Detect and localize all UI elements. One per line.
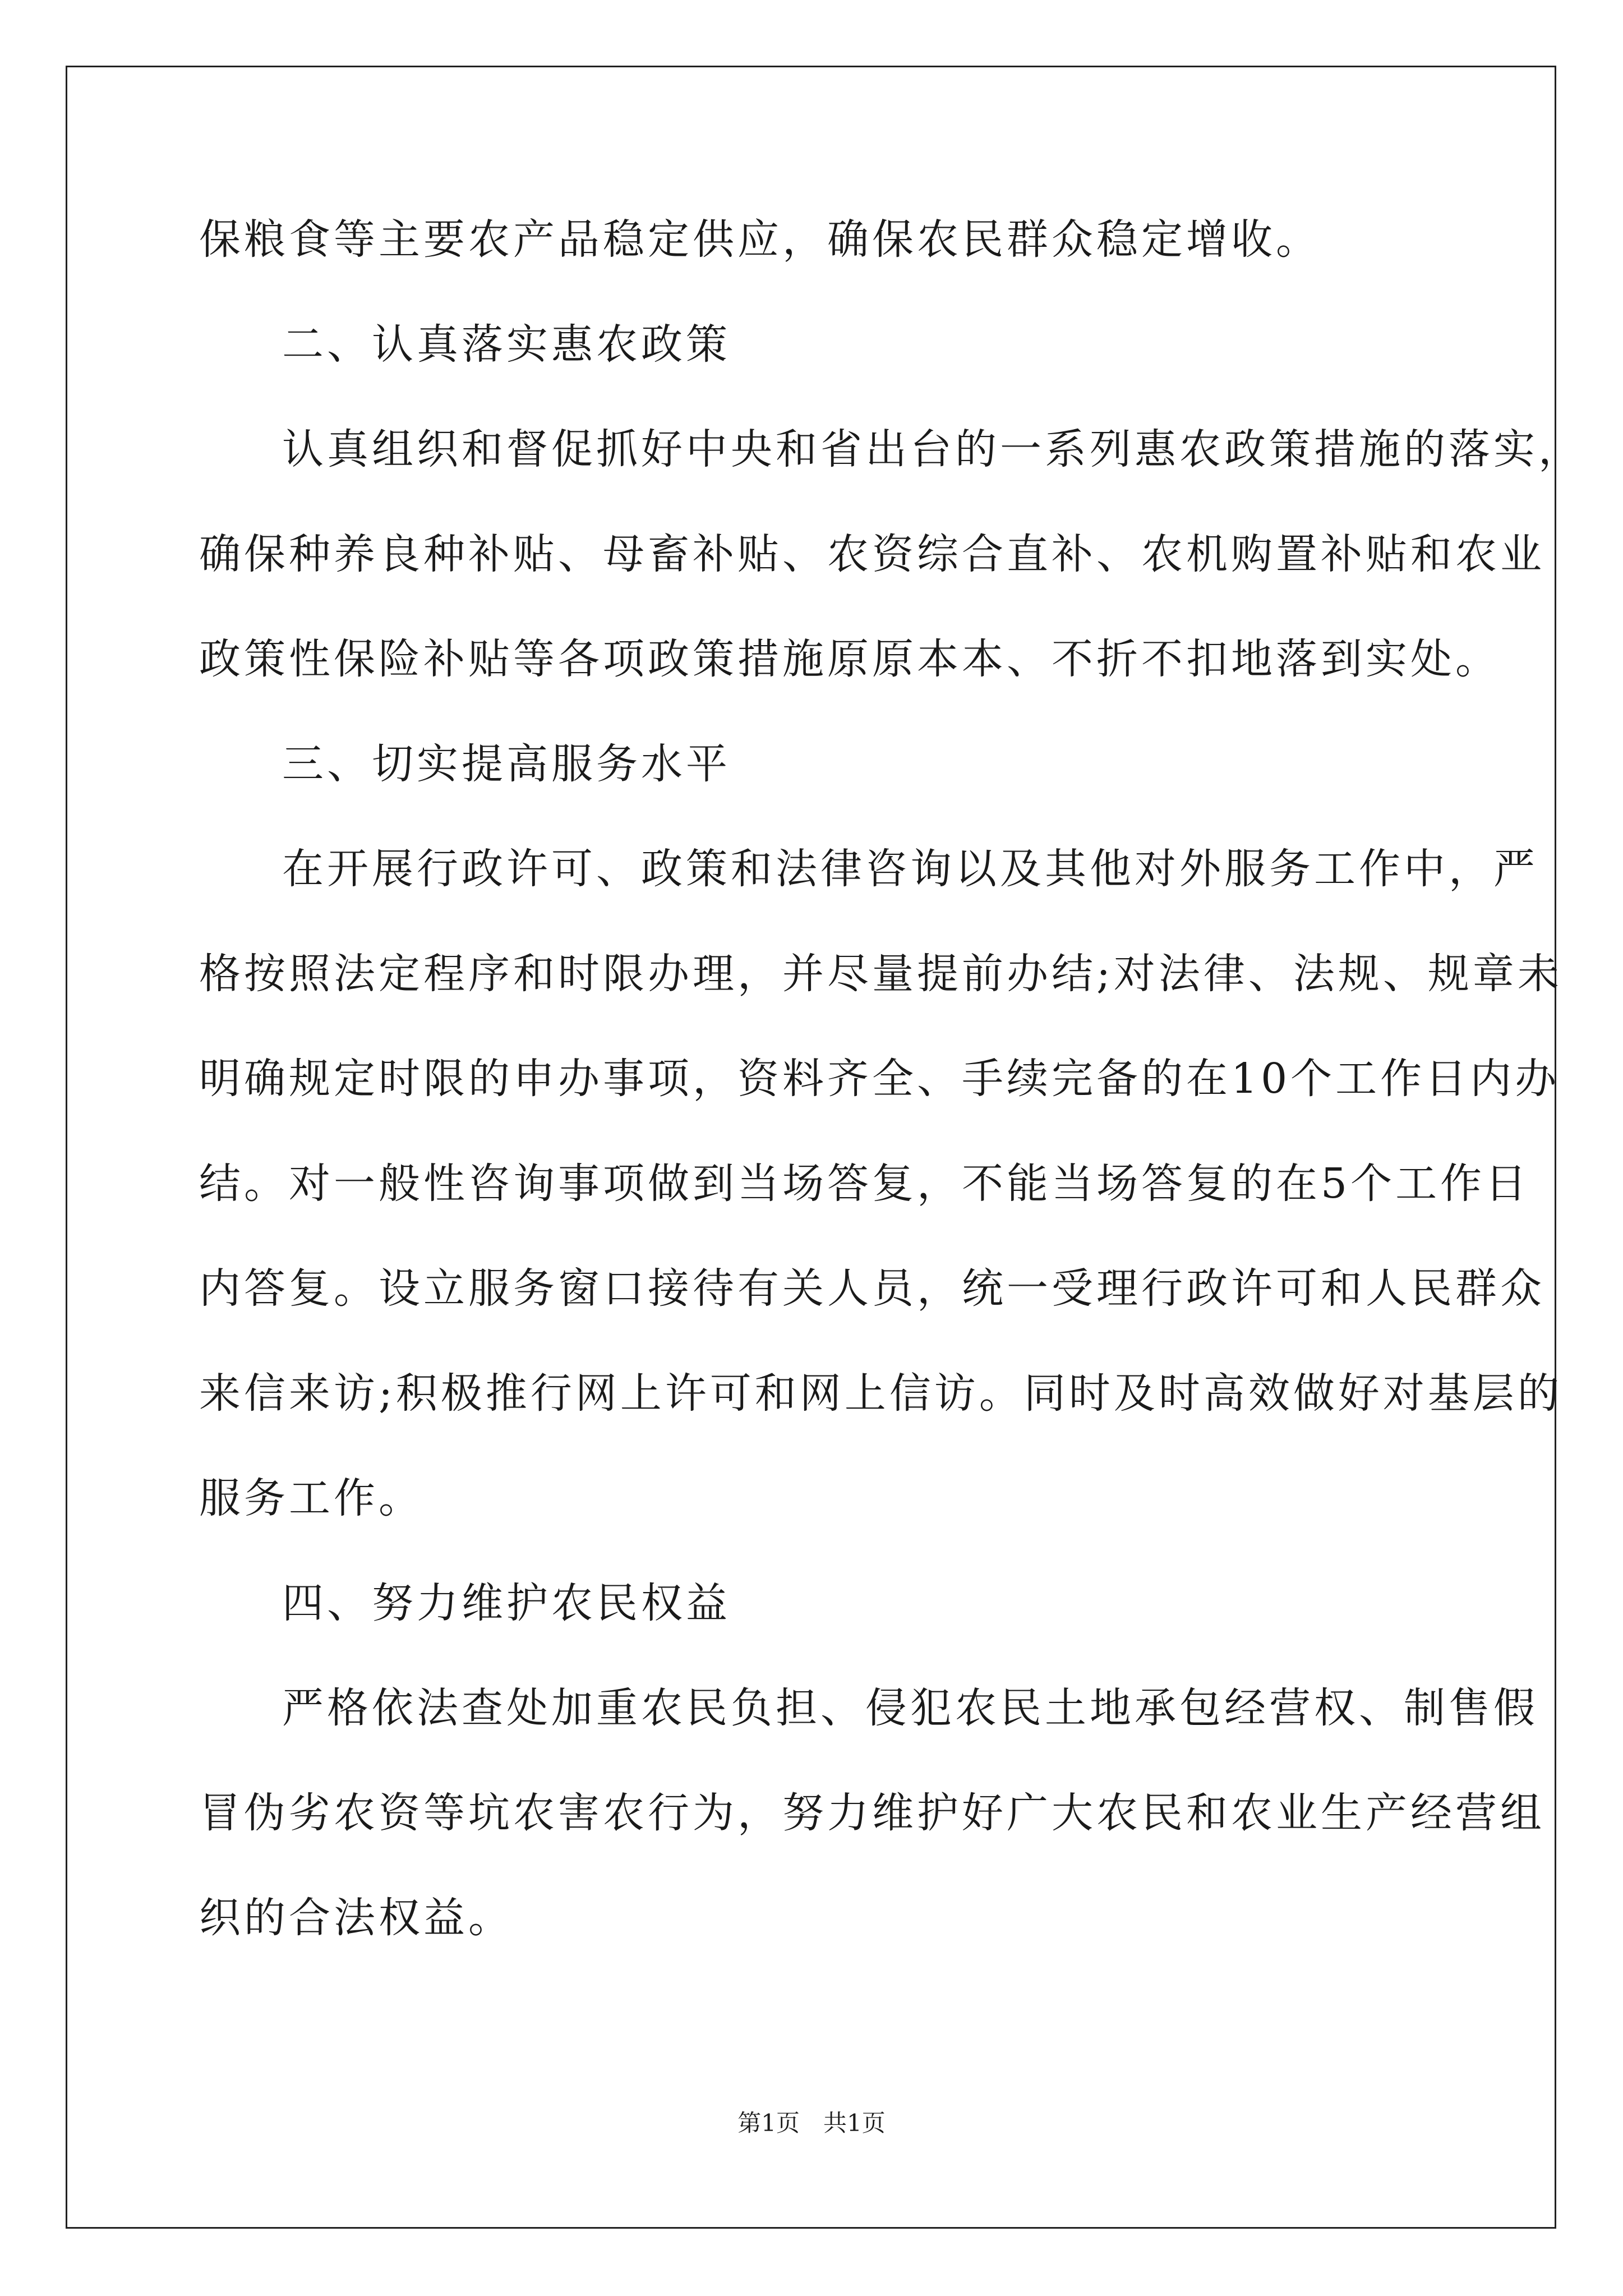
paragraph-line: 确保种养良种补贴、母畜补贴、农资综合直补、农机购置补贴和农业 — [199, 530, 1545, 578]
paragraph-line: 格按照法定程序和时限办理，并尽量提前办结;对法律、法规、规章未 — [199, 950, 1562, 998]
section-heading-2: 二、认真落实惠农政策 — [282, 320, 731, 369]
paragraph-line: 认真组织和督促抓好中央和省出台的一系列惠农政策措施的落实， — [282, 425, 1583, 473]
paragraph-line: 内答复。设立服务窗口接待有关人员，统一受理行政许可和人民群众 — [199, 1264, 1545, 1313]
page-number-footer: 第1页 共1页 — [737, 2109, 886, 2137]
paragraph-line: 明确规定时限的申办事项，资料齐全、手续完备的在10个工作日内办 — [199, 1055, 1560, 1103]
paragraph-continuation-line: 保粮食等主要农产品稳定供应，确保农民群众稳定增收。 — [199, 215, 1321, 264]
paragraph-line: 来信来访;积极推行网上许可和网上信访。同时及时高效做好对基层的 — [199, 1369, 1562, 1418]
paragraph-line: 在开展行政许可、政策和法律咨询以及其他对外服务工作中，严 — [282, 845, 1538, 893]
paragraph-line: 织的合法权益。 — [199, 1894, 513, 1942]
section-heading-3: 三、切实提高服务水平 — [282, 740, 731, 788]
paragraph-line: 严格依法查处加重农民负担、侵犯农民土地承包经营权、制售假 — [282, 1684, 1538, 1732]
paragraph-line: 服务工作。 — [199, 1474, 423, 1522]
paragraph-line: 政策性保险补贴等各项政策措施原原本本、不折不扣地落到实处。 — [199, 635, 1500, 683]
paragraph-line: 结。对一般性咨询事项做到当场答复，不能当场答复的在5个工作日 — [199, 1159, 1530, 1208]
paragraph-line: 冒伪劣农资等坑农害农行为，努力维护好广大农民和农业生产经营组 — [199, 1789, 1545, 1837]
section-heading-4: 四、努力维护农民权益 — [282, 1579, 731, 1627]
